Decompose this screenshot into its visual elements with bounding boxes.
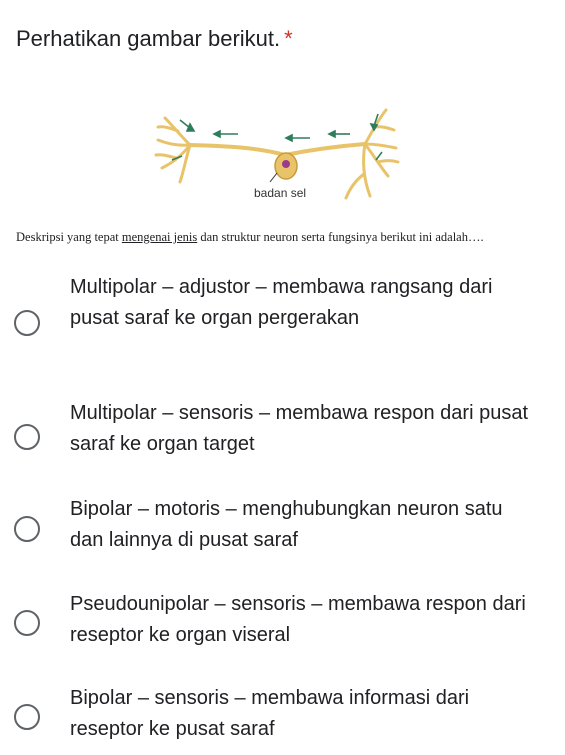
answer-option-1-text[interactable]: Multipolar – adjustor – membawa rangsang dari pusat saraf ke organ pergerakan bbox=[70, 276, 493, 329]
radio-button-2b[interactable] bbox=[14, 424, 40, 450]
answer-option-1[interactable] bbox=[0, 268, 565, 375]
description-prefix: Deskripsi yang tepat bbox=[16, 230, 122, 244]
answer-option-5-text[interactable]: Bipolar – sensoris – membawa informasi dari reseptor ke pusat saraf bbox=[70, 687, 470, 740]
answer-option-4-text[interactable]: Pseudounipolar – sensoris – membawa respon dari reseptor ke organ viseral bbox=[70, 593, 526, 646]
neuron-illustration bbox=[150, 100, 400, 220]
neuron-figure bbox=[150, 100, 400, 220]
question-title-text: Perhatikan gambar berikut. bbox=[16, 26, 281, 51]
radio-button-3[interactable] bbox=[14, 516, 40, 542]
cell-body-label: badan sel bbox=[254, 186, 307, 200]
description-suffix: dan struktur neuron serta fungsinya berikut ini adalah…. bbox=[197, 230, 484, 244]
required-star: * bbox=[284, 26, 293, 51]
question-description bbox=[16, 229, 556, 245]
radio-button-5[interactable] bbox=[14, 704, 40, 730]
answer-options bbox=[0, 268, 565, 375]
question-title bbox=[16, 24, 293, 54]
radio-button-1[interactable] bbox=[14, 310, 40, 336]
answer-option-2-text[interactable]: Multipolar – sensoris – membawa respon dari pusat saraf ke organ target bbox=[70, 402, 528, 455]
answer-option-3-text[interactable]: Bipolar – motoris – menghubungkan neuron satu dan lainnya di pusat saraf bbox=[70, 498, 503, 551]
radio-button-4[interactable] bbox=[14, 610, 40, 636]
description-underlined: mengenai jenis bbox=[121, 230, 198, 244]
